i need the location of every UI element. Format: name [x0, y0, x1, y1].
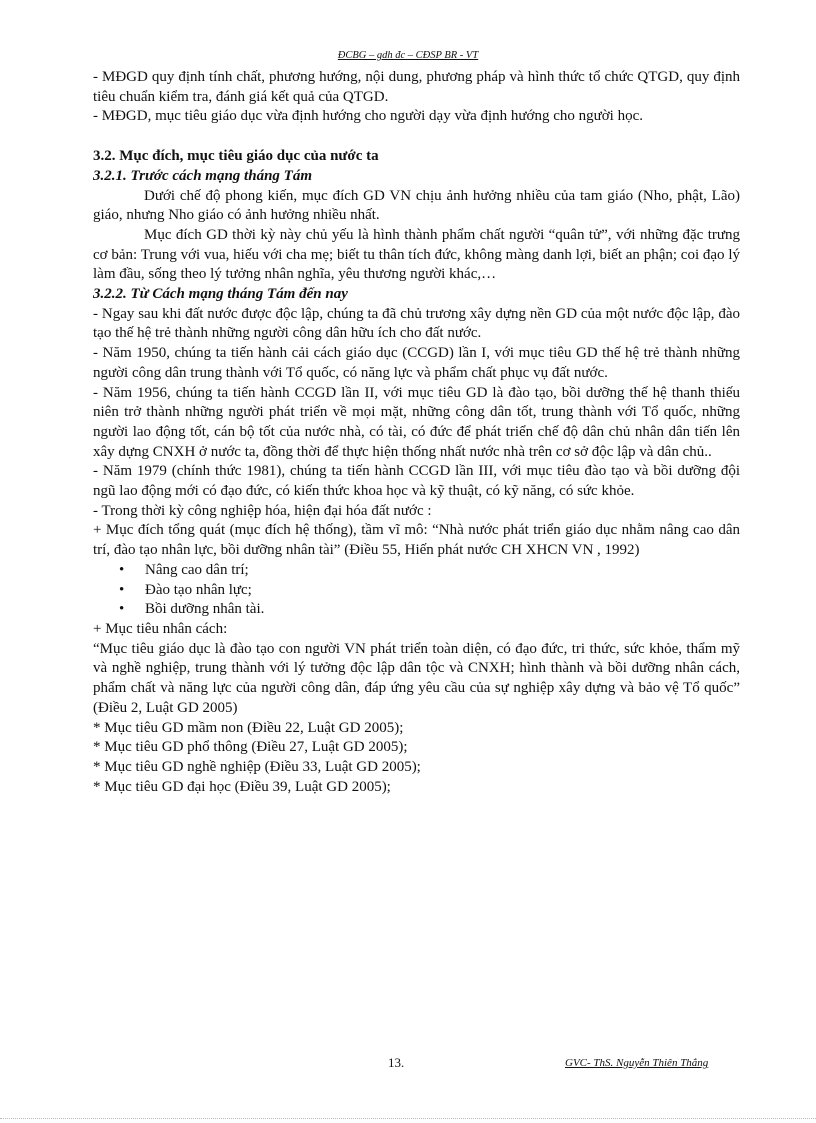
- bullet-icon: •: [119, 561, 125, 578]
- paragraph: - Năm 1979 (chính thức 1981), chúng ta tiến hành CCGD lần III, với mục tiêu đào tạo và bồi dưỡng đội ngũ lao động mới có đạo đức, có kiến thức khoa học và kỹ thuật, có kỹ năng, có sức khỏe.: [93, 463, 740, 500]
- paragraph: - Năm 1950, chúng ta tiến hành cải cách giáo dục (CCGD) lần I, với mục tiêu GD thế hệ trẻ thành những người công dân trung thành với Tổ quốc, có năng lực và phẩm chất phục vụ đất nước.: [93, 345, 740, 381]
- spacer: [93, 127, 740, 147]
- list-item-text: Bồi dưỡng nhân tài.: [145, 601, 265, 618]
- paragraph: - MĐGD, mục tiêu giáo dục vừa định hướng cho người dạy vừa định hướng cho người học.: [93, 108, 644, 125]
- list-item: [119, 561, 740, 581]
- bullet-icon: •: [119, 581, 125, 598]
- quote-paragraph: “Mục tiêu giáo dục là đào tạo con người VN phát triển toàn diện, có đạo đức, tri thức, sức khỏe, thẩm mỹ và nghề nghiệp, trung thành với lý tưởng độc lập dân tộc và CNXH; hình thành và bồi dưỡng nhân cách, phẩm chất và năng lực của người công dân, đáp ứng yêu cầu của sự nghiệp xây dựng và bảo vệ Tổ quốc” (Điều 2, Luật GD 2005): [93, 640, 740, 716]
- page-number: 13.: [388, 1055, 405, 1070]
- bullet-list: [93, 561, 740, 620]
- subsection-heading: 3.2.1. Trước cách mạng tháng Tám: [93, 167, 312, 184]
- paragraph: + Mục đích tổng quát (mục đích hệ thống), tầm vĩ mô: “Nhà nước phát triển giáo dục nhằm nâng cao dân trí, đào tạo nhân lực, bồi dưỡng nhân tài” (Điều 55, Hiến phát nước CH XHCN VN , 1992): [93, 522, 740, 559]
- paragraph: - Năm 1956, chúng ta tiến hành CCGD lần II, với mục tiêu GD là đào tạo, bồi dưỡng thế hệ thanh thiếu niên trở thành những người phát triển về mọi mặt, những công dân tốt, trung thành với Tổ quốc, những người lao động tốt, cán bộ tốt của nước nhà, có tài, có đức để phát triển chế độ dân chủ nhân dân tiến lên xây dựng CNXH ở nước ta, đồng thời để thực hiện thống nhất nước nhà trên cơ sở độc lập và dân chủ..: [93, 384, 740, 460]
- paragraph: Dưới chế độ phong kiến, mục đích GD VN chịu ảnh hưởng nhiều của tam giáo (Nho, phật, Lão) giáo, nhưng Nho giáo có ảnh hưởng nhiều nhất.: [93, 187, 740, 224]
- paragraph: + Mục tiêu nhân cách:: [93, 620, 228, 637]
- paragraph: - Trong thời kỳ công nghiệp hóa, hiện đại hóa đất nước :: [93, 502, 432, 519]
- list-item: [119, 581, 740, 601]
- page-header: ĐCBG – gdh đc – CĐSP BR - VT: [337, 50, 479, 61]
- list-item-text: Đào tạo nhân lực;: [145, 581, 252, 598]
- paragraph: Mục đích GD thời kỳ này chủ yếu là hình thành phẩm chất người “quân tử”, với những đặc trưng cơ bản: Trung với vua, hiếu với cha mẹ; biết tu thân tích đức, không màng danh lợi, biết an phận; coi đạo lý làm đầu, sống theo lý tưởng nhân nghĩa, yêu thương người khác,…: [93, 226, 740, 283]
- list-line: * Mục tiêu GD mầm non (Điều 22, Luật GD 2005);: [93, 719, 404, 736]
- list-line: * Mục tiêu GD phổ thông (Điều 27, Luật GD 2005);: [93, 739, 408, 756]
- page-content: [93, 68, 740, 797]
- subsection-heading: 3.2.2. Từ Cách mạng tháng Tám đến nay: [93, 286, 348, 303]
- bullet-icon: •: [119, 601, 125, 618]
- list-line: * Mục tiêu GD đại học (Điều 39, Luật GD 2005);: [93, 778, 391, 795]
- footer-author: GVC- ThS. Nguyễn Thiên Thắng: [565, 1057, 709, 1069]
- section-heading: 3.2. Mục đích, mục tiêu giáo dục của nước ta: [93, 148, 379, 165]
- paragraph: - Ngay sau khi đất nước được độc lập, chúng ta đã chủ trương xây dựng nền GD của một nước độc lập, đào tạo thế hệ trẻ thành những người công dân hữu ích cho đất nước.: [93, 305, 740, 342]
- list-item: [119, 600, 740, 620]
- paragraph: - MĐGD quy định tính chất, phương hướng, nội dung, phương pháp và hình thức tổ chức QTGD, quy định tiêu chuẩn kiểm tra, đánh giá kết quả của QTGD.: [93, 69, 740, 105]
- list-line: * Mục tiêu GD nghề nghiệp (Điều 33, Luật GD 2005);: [93, 758, 421, 775]
- list-item-text: Nâng cao dân trí;: [145, 561, 249, 578]
- page-edge-divider: [0, 1118, 816, 1119]
